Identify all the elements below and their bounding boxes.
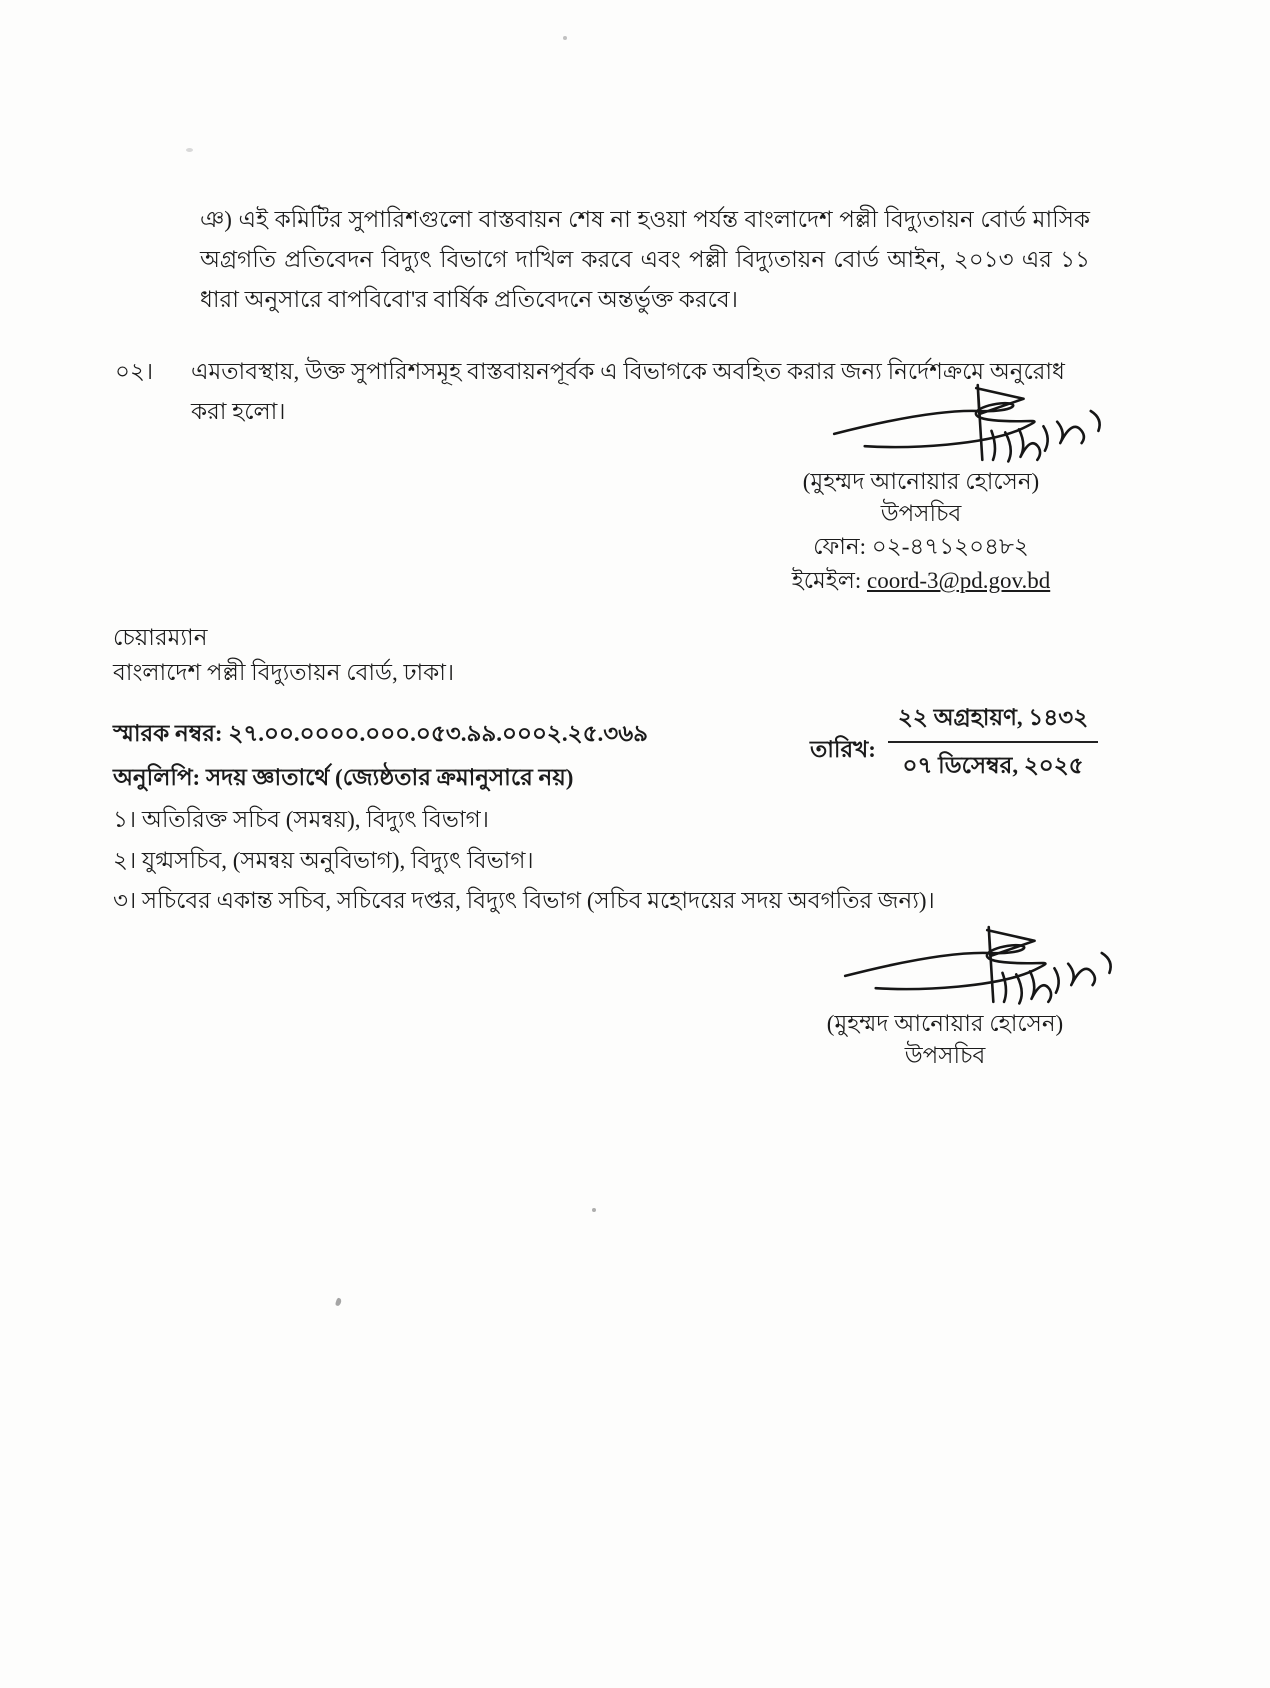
scan-artifact-dot xyxy=(592,1208,596,1212)
signatory-email-row xyxy=(730,564,1112,598)
cc-list xyxy=(113,800,935,922)
date-stack xyxy=(888,698,1098,786)
signatory-name: (মুহম্মদ আনোয়ার হোসেন) xyxy=(802,469,1040,494)
phone-label: ফোন: xyxy=(813,534,867,559)
addressee-title: চেয়ারম্যান xyxy=(113,625,208,650)
signature-block-secondary xyxy=(760,924,1130,1072)
scan-artifact-smudge xyxy=(186,148,193,152)
date-gregorian: ০৭ ডিসেম্বর, ২০২৫ xyxy=(902,753,1084,778)
signatory-name: (মুহম্মদ আনোয়ার হোসেন) xyxy=(826,1011,1064,1036)
date-label: তারিখ: xyxy=(810,737,876,762)
date-block xyxy=(810,698,1098,786)
paragraph-02-text: এমতাবস্থায়, উক্ত সুপারিশসমূহ বাস্তবায়নপূর্বক এ বিভাগকে অবহিত করার জন্য নির্দেশক্রমে অনুরোধ করা হলো। xyxy=(191,359,1065,424)
scan-artifact-dot xyxy=(563,36,567,40)
email-link[interactable]: coord-3@pd.gov.bd xyxy=(867,568,1051,593)
signatory-designation: উপসচিব xyxy=(904,1043,986,1068)
signatory-phone-row xyxy=(730,530,1112,564)
date-bangla: ২২ অগ্রহায়ণ, ১৪৩২ xyxy=(888,698,1098,743)
paragraph-02-number: ০২। xyxy=(115,359,154,384)
memo-number: ২৭.০০.০০০০.০০০.০৫৩.৯৯.০০০২.২৫.৩৬৯ xyxy=(228,721,649,746)
addressee-block xyxy=(113,620,454,690)
signature-block-primary xyxy=(730,382,1112,598)
cc-list-item: ১। অতিরিক্ত সচিব (সমন্বয়), বিদ্যুৎ বিভাগ। xyxy=(113,807,489,832)
cc-list-item: ২। যুগ্মসচিব, (সমন্বয় অনুবিভাগ), বিদ্যুৎ বিভাগ। xyxy=(113,847,534,873)
cc-heading: অনুলিপি: সদয় জ্ঞাতার্থে (জ্যেষ্ঠতার ক্রমানুসারে নয়) xyxy=(113,765,574,790)
paragraph-recommendation: ঞ) এই কমিটির সুপারিশগুলো বাস্তবায়ন শেষ না হওয়া পর্যন্ত বাংলাদেশ পল্লী বিদ্যুতায়ন বোর্ড মাসিক অগ্রগতি প্রতিবেদন বিদ্যুৎ বিভাগে দাখিল করবে এবং পল্লী বিদ্যুতায়ন বোর্ড আইন, ২০১৩ এর ১১ ধারা অনুসারে বাপবিবো'র বার্ষিক প্রতিবেদনে অন্তর্ভুক্ত করবে। xyxy=(200,207,1090,312)
signatory-designation: উপসচিব xyxy=(880,501,962,526)
signature-icon xyxy=(810,924,1140,1008)
memo-number-line xyxy=(113,714,648,754)
signature-icon xyxy=(794,382,1134,466)
memo-label: স্মারক নম্বর: xyxy=(113,721,223,746)
email-label: ইমেইল: xyxy=(791,568,862,593)
scan-artifact-mark xyxy=(335,1297,342,1306)
phone-number: ০২-৪৭১২০৪৮২ xyxy=(871,534,1029,559)
addressee-organization: বাংলাদেশ পল্লী বিদ্যুতায়ন বোর্ড, ঢাকা। xyxy=(113,660,455,685)
cc-list-item: ৩। সচিবের একান্ত সচিব, সচিবের দপ্তর, বিদ্যুৎ বিভাগ (সচিব মহোদয়ের সদয় অবগতির জন্য)। xyxy=(113,888,935,913)
